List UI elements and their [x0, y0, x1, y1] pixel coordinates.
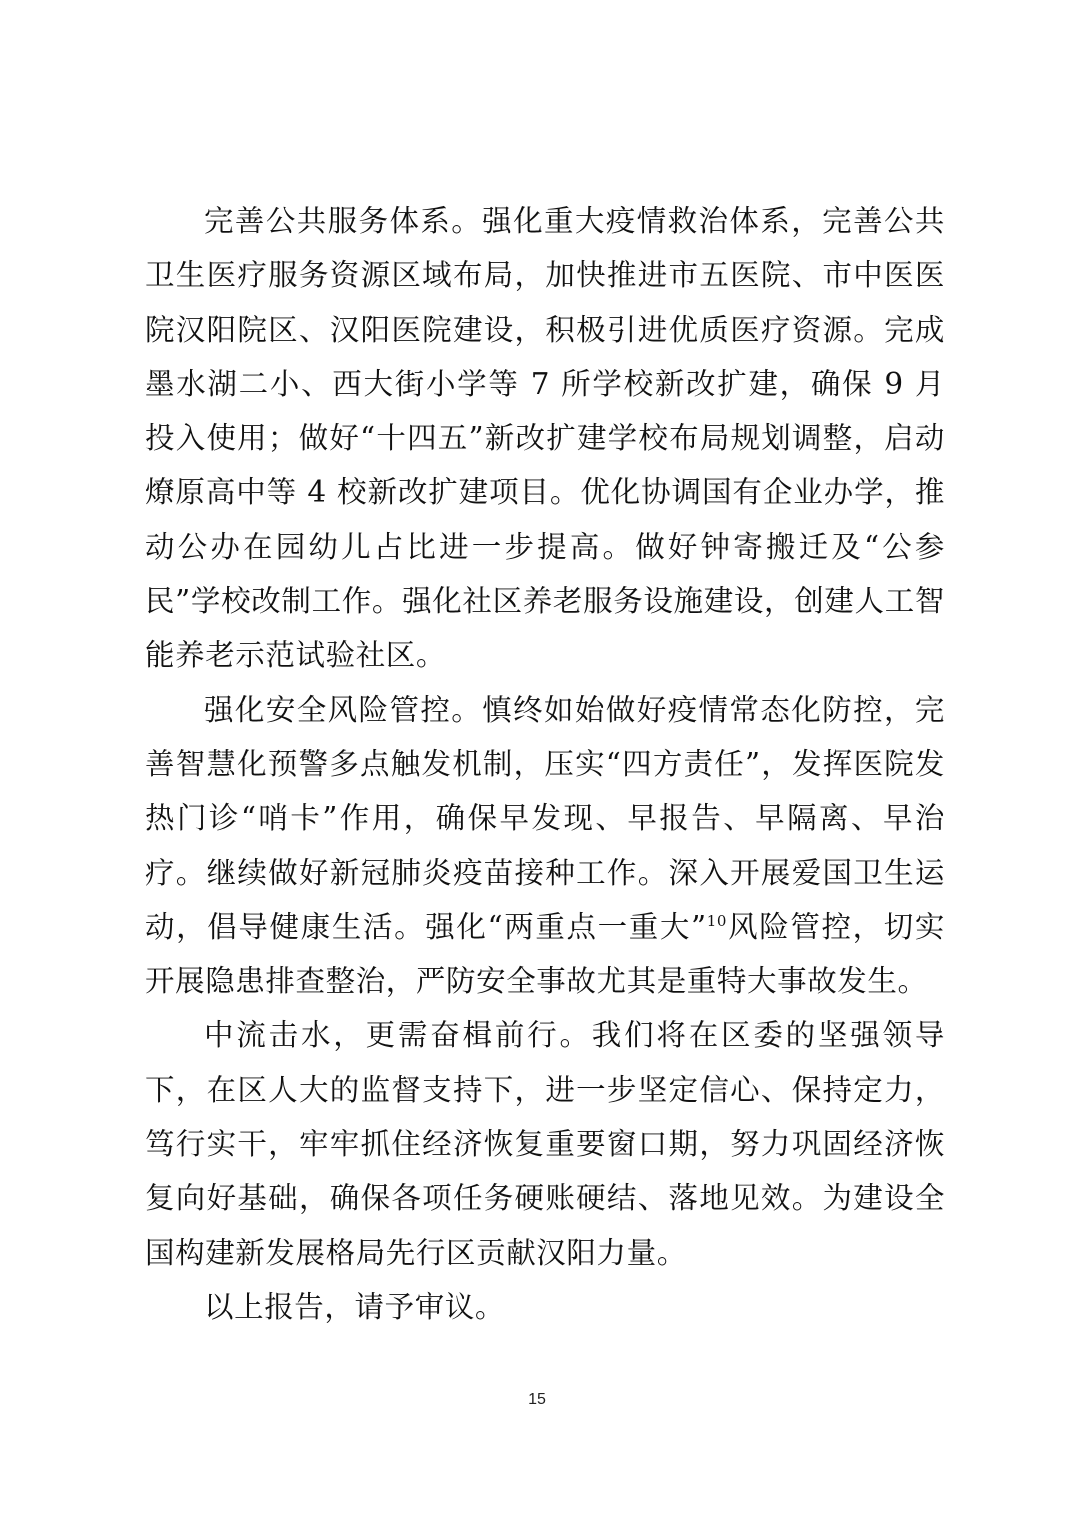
- page-number: 15: [528, 1391, 546, 1408]
- paragraph-safety-risk: [145, 683, 945, 1009]
- paragraph-text: 中流击水，更需奋楫前行。我们将在区委的坚强领导下，在区人大的监督支持下，进一步坚定信心、保持定力，笃行实干，牢牢抓住经济恢复重要窗口期，努力巩固经济恢复向好基础，确保各项任务硬账硬结、落地见效。为建设全国构建新发展格局先行区贡献汉阳力量。: [145, 1018, 945, 1270]
- paragraph-public-services: [145, 194, 945, 683]
- text-body: [145, 194, 945, 1334]
- paragraph-text: 强化重大疫情救治体系，完善公共卫生医疗服务资源区域布局，加快推进市五医院、市中医医院汉阳院区、汉阳医院建设，积极引进优质医疗资源。完成墨水湖二小、西大街小学等 7 所学校新改扩建，确保 9 月投入使用；做好“十四五”新改扩建学校布局规划调整，启动燎原高中等 4 校新改扩建项目。优化协调国有企业办学，推动公办在园幼儿占比进一步提高。做好钟寄搬迁及“公参民”学校改制工作。强化社区养老服务设施建设，创建人工智能养老示范试验社区。: [145, 204, 945, 673]
- paragraph-heading: 完善公共服务体系。: [204, 204, 483, 238]
- footnote-reference: 10: [706, 912, 728, 931]
- paragraph-text: 慎终如始做好疫情常态化防控，完善智慧化预警多点触发机制，压实“四方责任”，发挥医院发热门诊“哨卡”作用，确保早发现、早报告、早隔离、早治疗。继续做好新冠肺炎疫苗接种工作。深入开展爱国卫生运动，倡导健康生活。强化“两重点一重大”: [145, 692, 945, 944]
- paragraph-closing: [145, 1280, 945, 1334]
- paragraph-conclusion: [145, 1008, 945, 1279]
- paragraph-text: 以上报告，请予审议。: [204, 1289, 506, 1324]
- paragraph-text-continued: 风险管控，切实开展隐患排查整治，严防安全事故尤其是重特大事故发生。: [145, 909, 945, 999]
- paragraph-heading: 强化安全风险管控。: [204, 692, 483, 727]
